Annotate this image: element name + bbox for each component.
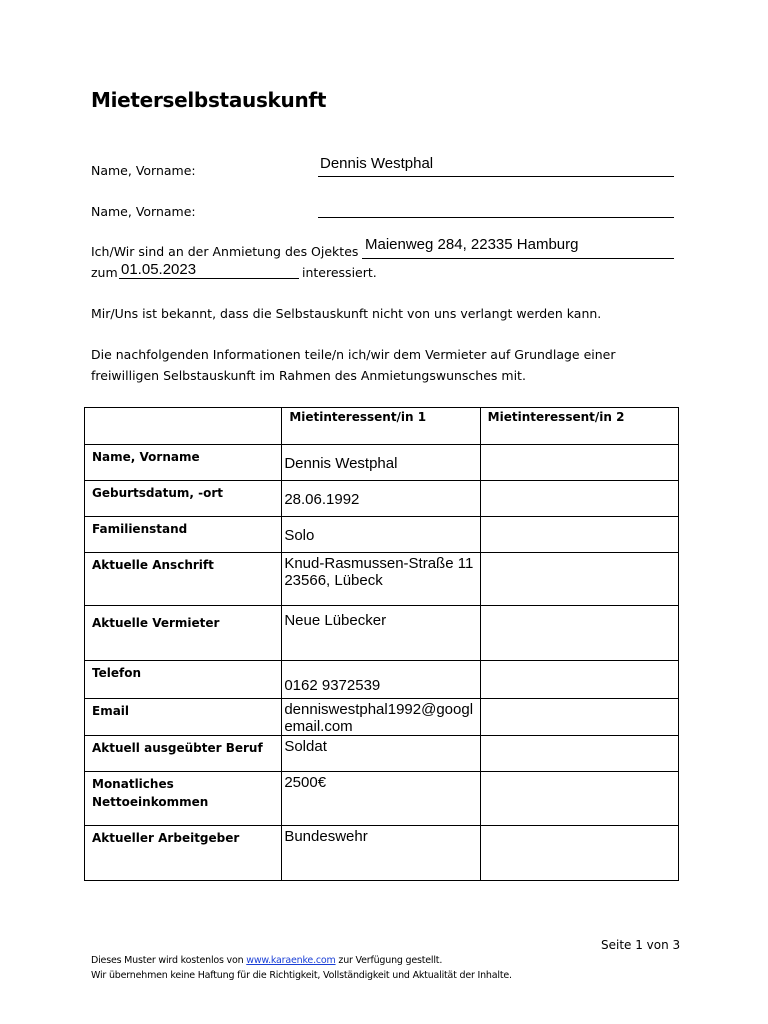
tenant2-name-cell[interactable]	[480, 445, 678, 481]
name-field-1[interactable]: Dennis Westphal	[320, 155, 434, 172]
footer-note-suffix: zur Verfügung gestellt.	[338, 955, 443, 966]
row-label-job: Aktuell ausgeübter Beruf	[85, 736, 282, 772]
tenant2-employer-cell[interactable]	[480, 826, 678, 881]
header-tenant-2: Mietinteressent/in 2	[480, 408, 678, 445]
tenant2-birth-cell[interactable]	[480, 481, 678, 517]
table-row	[85, 445, 679, 481]
tenant2-phone-cell[interactable]	[480, 661, 678, 699]
name-field-line-2	[318, 217, 674, 218]
row-label-name: Name, Vorname	[85, 445, 282, 481]
row-label-landlord: Aktuelle Vermieter	[85, 606, 282, 661]
row-label-employer: Aktueller Arbeitgeber	[85, 826, 282, 881]
footer-note-line2: Wir übernehmen keine Haftung für die Richtigkeit, Vollständigkeit und Aktualität der Inhalte.	[91, 970, 512, 981]
tenant1-email-cell[interactable]: denniswestphal1992@googlemail.com	[282, 699, 480, 736]
interessiert-label: interessiert.	[302, 265, 377, 280]
footer-note-prefix: Dieses Muster wird kostenlos von	[91, 955, 244, 966]
document-title: Mieterselbstauskunft	[91, 88, 327, 112]
info-paragraph: Die nachfolgenden Informationen teile/n ich/wir dem Vermieter auf Grundlage einer freiwilligen Selbstauskunft im Rahmen des Anmietungswunsches mit.	[91, 347, 616, 383]
row-label-income: Monatliches Nettoeinkommen	[85, 772, 282, 826]
tenant2-family-cell[interactable]	[480, 517, 678, 553]
object-field-line	[362, 258, 674, 259]
name-label-1: Name, Vorname:	[91, 163, 196, 178]
tenant1-birth-cell[interactable]: 28.06.1992	[282, 481, 480, 517]
tenant2-landlord-cell[interactable]	[480, 606, 678, 661]
date-field-line	[119, 278, 299, 279]
table-row	[85, 481, 679, 517]
tenant1-income-cell[interactable]: 2500€	[282, 772, 480, 826]
date-field[interactable]: 01.05.2023	[121, 261, 197, 278]
name-field-line-1	[318, 176, 674, 177]
table-row	[85, 553, 679, 606]
tenant1-job-cell[interactable]: Soldat	[282, 736, 480, 772]
tenant1-family-cell[interactable]: Solo	[282, 517, 480, 553]
row-label-email: Email	[85, 699, 282, 736]
tenant2-job-cell[interactable]	[480, 736, 678, 772]
tenant1-landlord-cell[interactable]: Neue Lübecker	[282, 606, 480, 661]
row-label-family: Familienstand	[85, 517, 282, 553]
table-row	[85, 826, 679, 881]
object-field[interactable]: Maienweg 284, 22335 Hamburg	[365, 236, 579, 253]
table-header-row	[85, 408, 679, 445]
footer-note	[91, 953, 512, 983]
tenant2-income-cell[interactable]	[480, 772, 678, 826]
tenant1-address-cell[interactable]: Knud-Rasmussen-Straße 11 23566, Lübeck	[282, 553, 480, 606]
row-label-address: Aktuelle Anschrift	[85, 553, 282, 606]
table-row	[85, 772, 679, 826]
table-row	[85, 699, 679, 736]
tenant1-employer-cell[interactable]: Bundeswehr	[282, 826, 480, 881]
tenant2-address-cell[interactable]	[480, 553, 678, 606]
zum-label: zum	[91, 265, 118, 280]
row-label-phone: Telefon	[85, 661, 282, 699]
name-label-2: Name, Vorname:	[91, 204, 196, 219]
tenant1-name-cell[interactable]: Dennis Westphal	[282, 445, 480, 481]
tenant2-email-cell[interactable]	[480, 699, 678, 736]
header-empty-cell	[85, 408, 282, 445]
tenant1-phone-cell[interactable]: 0162 9372539	[282, 661, 480, 699]
table-row	[85, 661, 679, 699]
table-row	[85, 736, 679, 772]
table-row	[85, 517, 679, 553]
table-row	[85, 606, 679, 661]
disclaimer-paragraph: Mir/Uns ist bekannt, dass die Selbstauskunft nicht von uns verlangt werden kann.	[91, 306, 602, 321]
row-label-birth: Geburtsdatum, -ort	[85, 481, 282, 517]
footer-link[interactable]: www.karaenke.com	[246, 955, 336, 966]
tenant-info-table	[84, 407, 679, 881]
page-indicator: Seite 1 von 3	[601, 938, 681, 952]
object-label: Ich/Wir sind an der Anmietung des Ojektes	[91, 244, 359, 259]
header-tenant-1: Mietinteressent/in 1	[282, 408, 480, 445]
